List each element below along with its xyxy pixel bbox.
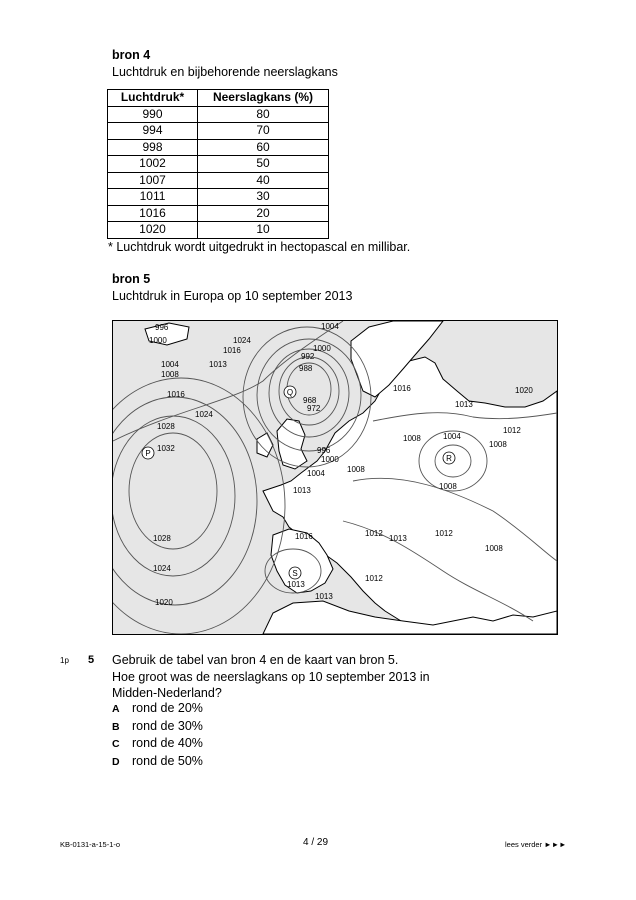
source5-subtitle: Luchtdruk in Europa op 10 september 2013	[112, 289, 353, 303]
cell-chance: 80	[198, 106, 329, 123]
table-header-pressure: Luchtdruk*	[108, 90, 198, 107]
isobar-label: 1013	[315, 592, 333, 601]
isobar-label: 1013	[287, 580, 305, 589]
isobar-label: 1028	[153, 534, 171, 543]
isobar-label: 1012	[503, 426, 521, 435]
question-line: Midden-Nederland?	[112, 686, 222, 700]
table-row	[108, 156, 329, 173]
cell-chance: 50	[198, 156, 329, 173]
source4-subtitle: Luchtdruk en bijbehorende neerslagkans	[112, 65, 338, 79]
isobar-label: 1000	[149, 336, 167, 345]
isobar-label: 1000	[313, 344, 331, 353]
cell-chance: 20	[198, 205, 329, 222]
isobar-label: 1008	[347, 465, 365, 474]
isobar-label: 1013	[389, 534, 407, 543]
option-text: rond de 50%	[132, 753, 203, 768]
isobar-label: 1020	[515, 386, 533, 395]
cell-chance: 60	[198, 139, 329, 156]
table-row	[108, 189, 329, 206]
isobar-label: 1028	[157, 422, 175, 431]
isobar-label: 1008	[161, 370, 179, 379]
question-points: 1p	[60, 656, 69, 665]
cell-chance: 40	[198, 172, 329, 189]
weather-map	[112, 320, 558, 635]
isobar-label: 1032	[157, 444, 175, 453]
answer-options	[112, 700, 203, 770]
question-text	[112, 652, 430, 702]
option-letter: D	[112, 755, 120, 768]
table-row	[108, 222, 329, 239]
isobar-label: 1008	[403, 434, 421, 443]
table-row	[108, 106, 329, 123]
isobar-label: 1024	[153, 564, 171, 573]
isobar-label: 1004	[161, 360, 179, 369]
option-a[interactable]	[112, 700, 203, 718]
isobar-label: 1016	[167, 390, 185, 399]
isobar-label: 1012	[435, 529, 453, 538]
isobar-label: 1013	[455, 400, 473, 409]
isobar-label: 1020	[155, 598, 173, 607]
option-c[interactable]	[112, 735, 203, 753]
question-number: 5	[88, 654, 95, 666]
cell-chance: 10	[198, 222, 329, 239]
table-row	[108, 172, 329, 189]
option-letter: B	[112, 720, 120, 733]
table-row	[108, 205, 329, 222]
isobar-label: 988	[299, 364, 313, 373]
isobar-label: 1012	[365, 529, 383, 538]
marker-p-label: P	[145, 449, 151, 458]
marker-r-label: R	[446, 454, 452, 463]
isobar-label: 1016	[393, 384, 411, 393]
isobar-label: 972	[307, 404, 321, 413]
cell-chance: 70	[198, 123, 329, 140]
marker-q	[284, 386, 296, 398]
isobar-label: 968	[303, 396, 317, 405]
cell-pressure: 994	[108, 123, 198, 140]
footer-code: KB-0131-a-15-1-o	[60, 840, 121, 849]
isobar-label: 1024	[233, 336, 251, 345]
option-letter: C	[112, 738, 120, 750]
marker-r	[443, 452, 455, 464]
cell-pressure: 1011	[108, 189, 198, 206]
marker-s	[289, 567, 301, 579]
isobar-label: 1013	[293, 486, 311, 495]
isobar-label: 1004	[321, 322, 339, 331]
isobar-label: 1008	[439, 482, 457, 491]
cell-pressure: 990	[108, 106, 198, 123]
cell-pressure: 998	[108, 139, 198, 156]
isobar-label: 1013	[209, 360, 227, 369]
table-row	[108, 123, 329, 140]
isobar-label: 1016	[223, 346, 241, 355]
option-b[interactable]	[112, 718, 203, 736]
isobar-label: 1008	[489, 440, 507, 449]
isobar-label: 1000	[321, 455, 339, 464]
isobar-label: 1012	[365, 574, 383, 583]
isobar-label: 1008	[485, 544, 503, 553]
pressure-table	[107, 89, 329, 239]
page-number: 4 / 29	[303, 837, 329, 848]
marker-s-label: S	[292, 569, 298, 578]
source4-heading: bron 4	[112, 48, 151, 62]
isobar-label: 1016	[295, 532, 313, 541]
cell-chance: 30	[198, 189, 329, 206]
isobar-label: 996	[155, 323, 169, 332]
cell-pressure: 1007	[108, 172, 198, 189]
isobar-label: 1024	[195, 410, 213, 419]
marker-q-label: Q	[286, 388, 294, 397]
source5-heading: bron 5	[112, 272, 151, 286]
option-d[interactable]	[112, 753, 203, 771]
cell-pressure: 1002	[108, 156, 198, 173]
question-line: Gebruik de tabel van bron 4 en de kaart van bron 5.	[112, 653, 399, 667]
isobar-label: 996	[317, 446, 331, 455]
isobar-label: 1004	[307, 469, 325, 478]
cell-pressure: 1020	[108, 222, 198, 239]
table-footnote: * Luchtdruk wordt uitgedrukt in hectopascal en millibar.	[108, 240, 411, 254]
isobar-label: 992	[301, 352, 315, 361]
option-letter: A	[112, 703, 120, 715]
isobar-label: 1004	[443, 432, 461, 441]
question-line: Hoe groot was de neerslagkans op 10 september 2013 in	[112, 669, 430, 684]
marker-p	[142, 447, 154, 459]
option-text: rond de 20%	[132, 701, 203, 715]
option-text: rond de 40%	[132, 736, 203, 750]
table-header-chance: Neerslagkans (%)	[198, 90, 329, 107]
cell-pressure: 1016	[108, 205, 198, 222]
isobar-map-svg	[113, 321, 557, 634]
table-row	[108, 139, 329, 156]
option-text: rond de 30%	[132, 718, 203, 733]
footer-next: lees verder ►►►	[505, 840, 567, 849]
